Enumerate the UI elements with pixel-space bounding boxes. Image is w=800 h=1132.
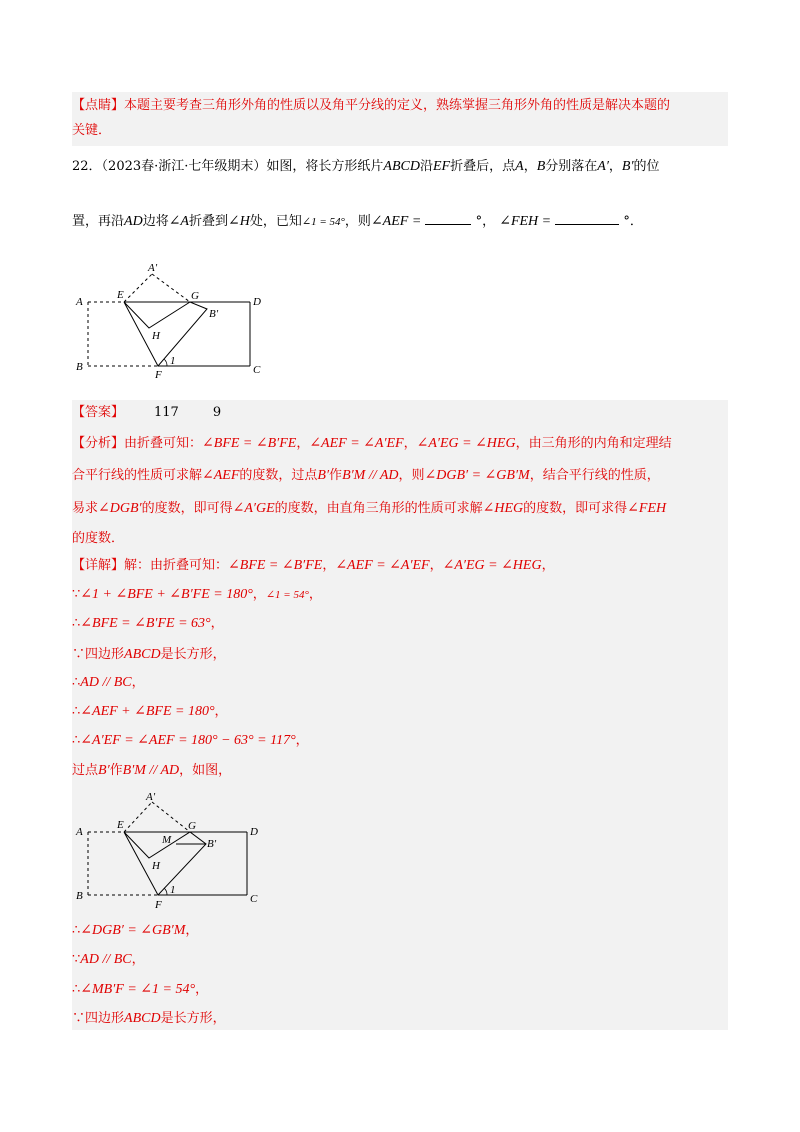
- fig1-label-e: E: [117, 289, 124, 301]
- fig1-angle-arc: [164, 359, 167, 366]
- answer-line: [72, 404, 221, 422]
- answer-value-1: 117: [154, 405, 179, 420]
- fig2-label-e: E: [117, 819, 124, 831]
- answer-blank-2[interactable]: [555, 212, 619, 225]
- figure-1: [72, 258, 272, 380]
- fig1-label-f: F: [155, 369, 162, 380]
- fig2-label-bp: B′: [207, 838, 217, 850]
- fig1-label-c: C: [253, 364, 261, 376]
- dianjing-block: [72, 92, 728, 146]
- fig2-label-g: G: [188, 820, 196, 832]
- fig2-dash-ea: [124, 802, 152, 832]
- fig1-label-a: A: [76, 296, 83, 308]
- fig2-label-b: B: [76, 890, 83, 902]
- question-source: （2023春·浙江·七年级期末）: [101, 159, 267, 174]
- dianjing-line2: 关键．: [72, 123, 112, 138]
- answer-value-2: 9: [212, 405, 222, 420]
- fig1-label-d: D: [253, 296, 261, 308]
- fig1-label-one: 1: [170, 355, 176, 367]
- fig2-dash-ag: [152, 802, 190, 832]
- dianjing-line1: 本题主要考查三角形外角的性质以及角平分线的定义，熟练掌握三角形外角的性质是解决本题的: [124, 98, 671, 113]
- fig1-dash-ag: [152, 274, 190, 302]
- fig1-label-bp: B′: [209, 308, 219, 320]
- dianjing-tag: 【点睛】: [72, 98, 125, 113]
- fig1-label-h: H: [152, 330, 160, 342]
- fig2-label-ap: A′: [146, 791, 156, 803]
- answer-tag: 【答案】: [72, 405, 125, 420]
- detail-tag: 【详解】: [72, 558, 125, 573]
- fig1-label-g: G: [191, 290, 199, 302]
- analysis-tag: 【分析】: [72, 436, 125, 451]
- fig2-angle-arc: [164, 888, 167, 895]
- fig2-label-h: H: [152, 860, 160, 872]
- fig2-label-one: 1: [170, 884, 176, 896]
- fig1-folded-polygon: [124, 302, 207, 366]
- fig2-label-d: D: [250, 826, 258, 838]
- fig1-label-b: B: [76, 361, 83, 373]
- question-number: 22．: [72, 159, 102, 174]
- answer-blank-1[interactable]: [425, 212, 471, 225]
- question-block: 22．（2023春·浙江·七年级期末）如图，将长方形纸片ABCD沿EF折叠后，点A，B分别落在A′，B′的位 置，再沿AD边将∠A折叠到∠H处，已知∠1 = 54°，则∠AEF = °， ∠FEH = °．: [72, 159, 660, 229]
- figure-2: [72, 788, 272, 910]
- fig1-dash-ea: [124, 274, 152, 302]
- solution-block: 【答案】 117 9 【分析】由折叠可知：∠BFE = ∠B′FE，∠AEF = ∠A′EF，∠A′EG = ∠HEG，由三角形的内角和定理结 合平行线的性质可求解∠AEF的度数，过点B′作B′M // AD，则∠DGB′ = ∠GB′M，结合平行线的性质， 易求∠DGB′的度数，即可得∠A′GE的度数，由直角三角形的性质可求解∠HEG的度数，即可求得∠FEH 的度数． 【详解】解：由折叠可知：∠BFE = ∠B′FE，∠AEF = ∠A′EF，∠A′EG = ∠HEG， ∵∠1 + ∠BFE + ∠B′FE = 180°，∠1 = 54°， ∴∠BFE = ∠B′FE = 63°， ∵四边形ABCD是长方形， ∴AD // BC， ∴∠AEF + ∠BFE = 180°， ∴∠A′EF = ∠AEF = 180° − 63° = 117°， 过点B′作B′M // AD，如图， A′ A E G D M B′ H 1 B F C ∴∠DGB′ = ∠GB′M， ∵AD // BC， ∴∠MB′F = ∠1 = 54°， ∵四边形ABCD是长方形，: [72, 400, 728, 1030]
- fig2-label-c: C: [250, 893, 258, 905]
- fig2-label-f: F: [155, 899, 162, 910]
- fig1-label-ap: A′: [148, 262, 158, 274]
- fig2-label-a: A: [76, 826, 83, 838]
- fig2-label-m: M: [162, 834, 172, 846]
